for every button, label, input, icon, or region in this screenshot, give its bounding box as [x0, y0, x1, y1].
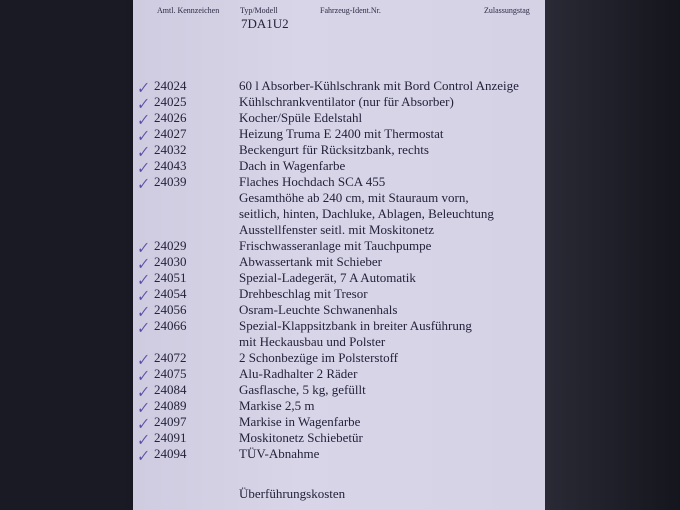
item-description: Osram-Leuchte Schwanenhals: [239, 302, 398, 317]
check-icon: ✓: [134, 382, 150, 402]
item-code: 24027: [154, 126, 187, 141]
list-item: [0, 238, 680, 258]
check-icon: ✓: [134, 430, 150, 450]
item-description: Dach in Wagenfarbe: [239, 158, 346, 173]
header-kennzeichen: Amtl. Kennzeichen: [157, 6, 220, 15]
item-code: 24024: [154, 78, 187, 93]
item-description: Spezial-Klappsitzbank in breiter Ausführung: [239, 318, 472, 333]
item-code: 24032: [154, 142, 187, 157]
item-description: Abwassertank mit Schieber: [239, 254, 382, 269]
item-description: Markise in Wagenfarbe: [239, 414, 361, 429]
item-description: Kocher/Spüle Edelstahl: [239, 110, 363, 125]
list-item: [0, 78, 680, 98]
check-icon: ✓: [134, 238, 150, 258]
check-icon: ✓: [134, 142, 150, 162]
item-description: 2 Schonbezüge im Polsterstoff: [239, 350, 398, 365]
item-code: 24056: [154, 302, 187, 317]
list-item: [0, 366, 680, 386]
item-code: 24043: [154, 158, 187, 173]
list-item: [0, 94, 680, 114]
item-description: Spezial-Ladegerät, 7 A Automatik: [239, 270, 416, 285]
list-item: [0, 350, 680, 370]
check-icon: ✓: [134, 398, 150, 418]
list-item: [0, 270, 680, 290]
check-icon: ✓: [134, 174, 150, 194]
item-description: Moskitonetz Schiebetür: [239, 430, 363, 445]
item-code: 24072: [154, 350, 187, 365]
check-icon: ✓: [134, 414, 150, 434]
list-item: [0, 110, 680, 130]
item-code: 24026: [154, 110, 187, 125]
check-icon: ✓: [134, 110, 150, 130]
check-icon: ✓: [134, 94, 150, 114]
check-icon: ✓: [134, 126, 150, 146]
item-code: 24094: [154, 446, 187, 461]
list-item: [0, 414, 680, 434]
item-description: Drehbeschlag mit Tresor: [239, 286, 368, 301]
header-ident: Fahrzeug-Ident.Nr.: [320, 6, 381, 15]
check-icon: ✓: [134, 254, 150, 274]
list-item: [0, 126, 680, 146]
list-item: [0, 302, 680, 322]
check-icon: ✓: [134, 270, 150, 290]
list-item: [0, 158, 680, 178]
item-description: Gasflasche, 5 kg, gefüllt: [239, 382, 366, 397]
item-code: 24084: [154, 382, 187, 397]
list-item: [0, 286, 680, 306]
list-item: [0, 382, 680, 402]
header-typ: Typ/Modell: [240, 6, 278, 15]
check-icon: ✓: [134, 366, 150, 386]
item-code: 24066: [154, 318, 187, 333]
item-description: Markise 2,5 m: [239, 398, 315, 413]
list-item: [0, 318, 680, 338]
item-code: 24025: [154, 94, 187, 109]
item-code: 24029: [154, 238, 187, 253]
item-description: Flaches Hochdach SCA 455: [239, 174, 386, 189]
check-icon: ✓: [134, 286, 150, 306]
list-item: [0, 446, 680, 466]
item-description-continued: Gesamthöhe ab 240 cm, mit Stauraum vorn,: [239, 190, 469, 205]
list-item: [0, 174, 680, 194]
item-code: 24054: [154, 286, 187, 301]
item-code: 24051: [154, 270, 187, 285]
list-item: [0, 142, 680, 162]
check-icon: ✓: [134, 350, 150, 370]
list-item: [0, 398, 680, 418]
check-icon: ✓: [134, 318, 150, 338]
check-icon: ✓: [134, 446, 150, 466]
item-description: TÜV-Abnahme: [239, 446, 320, 461]
item-code: 24030: [154, 254, 187, 269]
item-code: 24039: [154, 174, 187, 189]
item-description-continued: Ausstellfenster seitl. mit Moskitonetz: [239, 222, 434, 237]
item-description: 60 l Absorber-Kühlschrank mit Bord Control Anzeige: [239, 78, 519, 93]
item-code: 24091: [154, 430, 187, 445]
header-zulassung: Zulassungstag: [484, 6, 530, 15]
item-code: 24089: [154, 398, 187, 413]
footer-line: Überführungskosten: [239, 486, 346, 501]
check-icon: ✓: [134, 158, 150, 178]
list-item: [0, 430, 680, 450]
item-description-continued: seitlich, hinten, Dachluke, Ablagen, Beleuchtung: [239, 206, 494, 221]
item-description: Beckengurt für Rücksitzbank, rechts: [239, 142, 429, 157]
check-icon: ✓: [134, 302, 150, 322]
list-item: [0, 254, 680, 274]
item-description: Alu-Radhalter 2 Räder: [239, 366, 358, 381]
item-description: Heizung Truma E 2400 mit Thermostat: [239, 126, 444, 141]
item-code: 24075: [154, 366, 187, 381]
item-code: 24097: [154, 414, 187, 429]
item-description: Frischwasseranlage mit Tauchpumpe: [239, 238, 432, 253]
item-description: Kühlschrankventilator (nur für Absorber): [239, 94, 454, 109]
model-number: 7DA1U2: [241, 16, 289, 31]
item-description-continued: mit Heckausbau und Polster: [239, 334, 386, 349]
check-icon: ✓: [134, 78, 150, 98]
